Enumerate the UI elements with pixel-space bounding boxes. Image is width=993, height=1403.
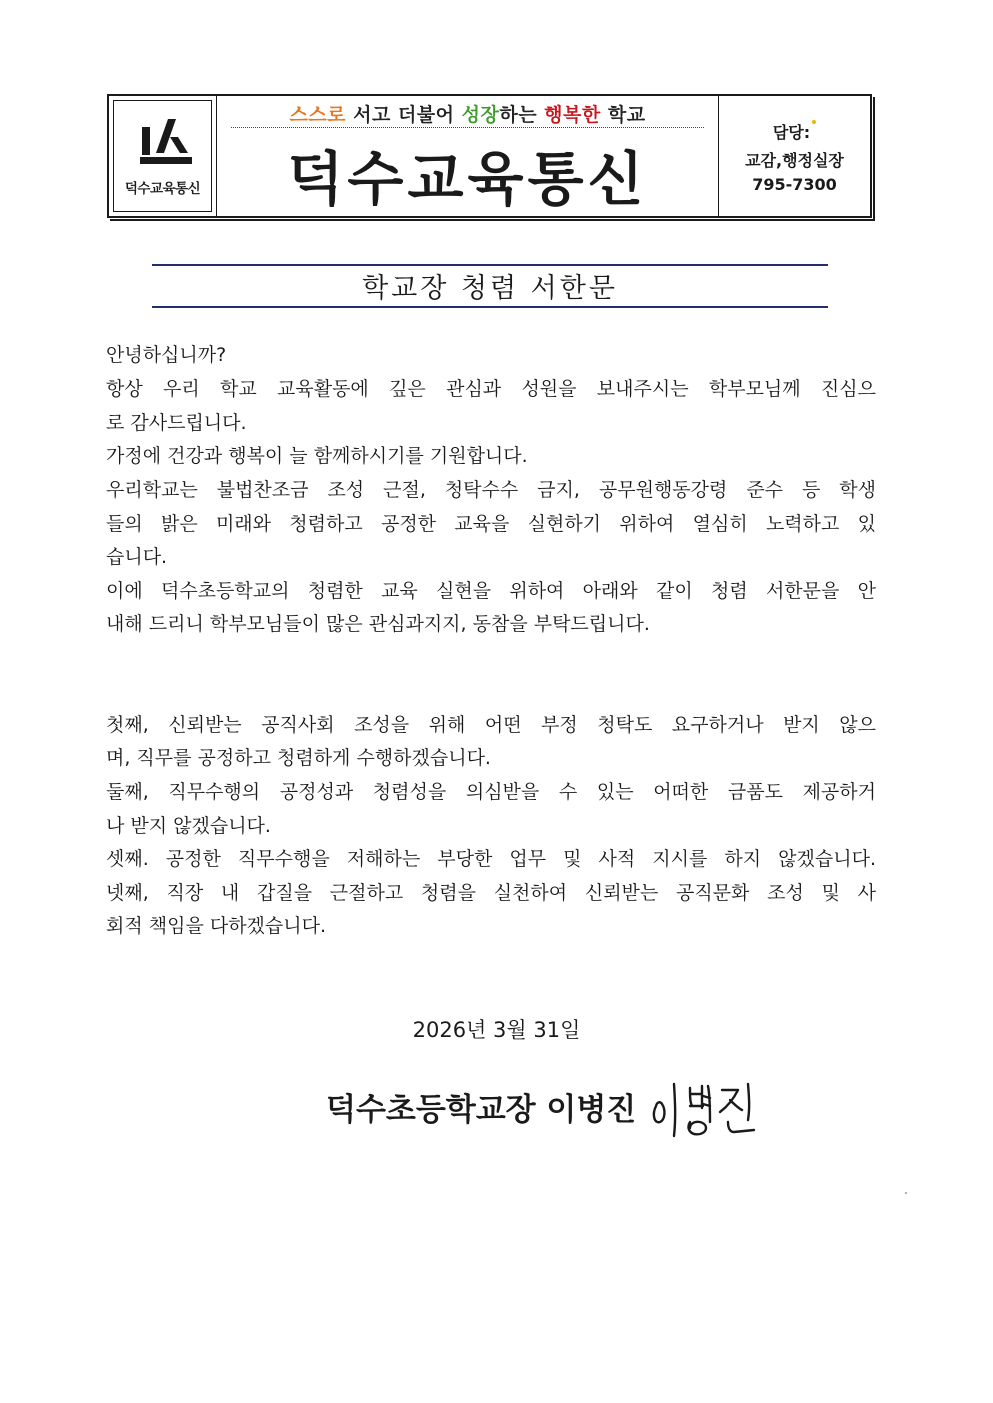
document-title: 학교장 청렴 서한문 [362,273,618,304]
intro-line: 습니다. [106,546,168,568]
intro-line: 가정에 건강과 행복이 늘 함께하시기를 기원합니다. [106,445,528,467]
slogan-word-3: 성장 [461,104,500,126]
handwritten-signature [650,1070,785,1150]
slogan-word-1: 스스로 [289,104,346,126]
contact-person: 교감,행정실장 [745,151,844,170]
letter-date: 2026년 3월 31일 [412,1018,581,1042]
masthead [107,94,872,218]
slogan [217,100,718,126]
contact-cell [719,96,870,216]
pledge-line: 둘째, 직무수행의 공정성과 청렴성을 의심받을 수 있는 어떠한 금품도 제공하거 [106,781,876,803]
slogan-divider [231,127,704,128]
pledge-line: 며, 직무를 공정하고 청렴하게 수행하겠습니다. [106,747,491,769]
contact-label-row [719,120,870,143]
slogan-word-6: 학교 [600,104,646,126]
intro-line: 로 감사드립니다. [106,412,247,434]
title-cell [217,96,719,216]
signer-name: 덕수초등학교장 이병진 [326,1092,637,1128]
title-rule-bottom [152,306,828,308]
pledge-line: 셋째. 공정한 직무수행을 저해하는 부당한 업무 및 사적 지시를 하지 않겠습니다. [106,848,876,870]
logo-frame [113,100,212,212]
intro-line: 내해 드리니 학부모님들이 많은 관심과지지, 동참을 부탁드립니다. [106,613,650,635]
intro-line: 항상 우리 학교 교육활동에 깊은 관심과 성원을 보내주시는 학부모님께 진심으 [106,378,876,400]
intro-line: 우리학교는 불법찬조금 조성 근절, 청탁수수 금지, 공무원행동강령 준수 등 학생 [106,479,876,501]
contact-label: 담당: [772,123,811,142]
newsletter-title: 덕수교육통신 [287,145,648,213]
pledge-line: 회적 책임을 다하겠습니다. [106,915,327,937]
intro-line: 이에 덕수초등학교의 청렴한 교육 실현을 위하여 아래와 같이 청렴 서한문을 안 [106,580,876,602]
contact-phone: 795-7300 [752,175,837,194]
pledge-line: 나 받지 않겠습니다. [106,815,271,837]
school-logo-icon [138,117,194,167]
logo-caption: 덕수교육통신 [124,181,201,197]
logo-cell [109,96,217,216]
pledge-line: 넷째, 직장 내 갑질을 근절하고 청렴을 실천하여 신뢰받는 공직문화 조성 및 사 [106,882,876,904]
intro-line: 안녕하십니까? [106,344,227,366]
dot-icon [812,120,816,124]
scan-speck [905,1192,907,1194]
intro-line: 들의 밝은 미래와 청렴하고 공정한 교육을 실현하기 위하여 열심히 노력하고 있 [106,513,876,535]
slogan-word-4: 하는 [499,104,545,126]
slogan-word-5: 행복한 [544,104,601,126]
pledge-line: 첫째, 신뢰받는 공직사회 조성을 위해 어떤 부정 청탁도 요구하거나 받지 않으 [106,714,876,736]
slogan-word-2: 서고 더불어 [346,104,462,126]
